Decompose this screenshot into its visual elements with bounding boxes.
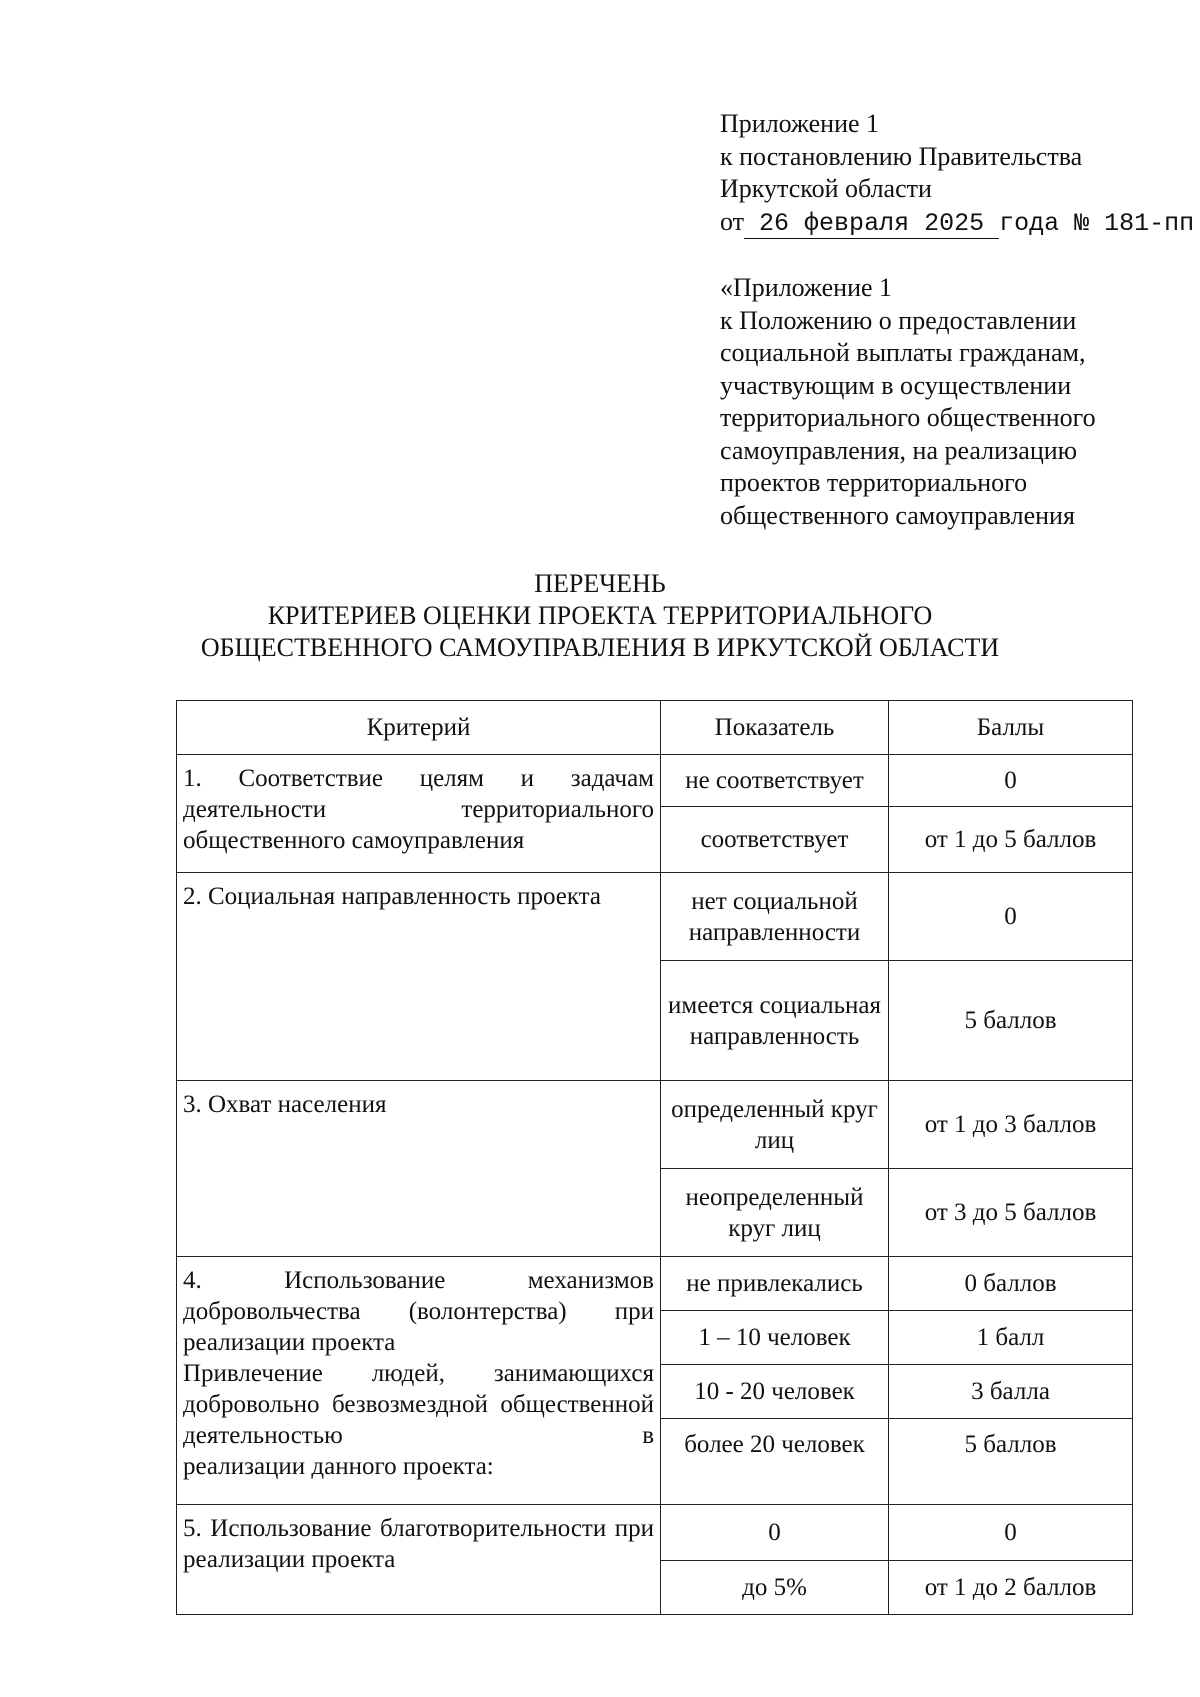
title-line: ПЕРЕЧЕНЬ xyxy=(534,569,666,598)
indicator-cell: имеется социальная направленность xyxy=(661,961,889,1081)
indicator-cell: нет социальной направленности xyxy=(661,873,889,961)
table-row xyxy=(177,1505,1133,1561)
appendix-region: Иркутской области xyxy=(720,174,932,203)
header-criterion: Критерий xyxy=(177,701,661,755)
criteria-table xyxy=(176,700,1133,1615)
regulation-line: общественного самоуправления xyxy=(720,500,1075,530)
points-cell: 0 xyxy=(889,1505,1133,1561)
table-row xyxy=(177,1081,1133,1169)
resolution-number: года № 181-пп xyxy=(999,208,1195,238)
indicator-cell: 0 xyxy=(661,1505,889,1561)
points-cell: 3 балла xyxy=(889,1365,1133,1419)
points-cell: 0 xyxy=(889,873,1133,961)
resolution-date: 26 февраля 2025 xyxy=(744,210,999,239)
table-row xyxy=(177,873,1133,961)
indicator-cell: неопределенный круг лиц xyxy=(661,1169,889,1257)
points-cell: от 3 до 5 баллов xyxy=(889,1169,1133,1257)
appendix-header-regulation xyxy=(720,272,1190,532)
appendix-label: Приложение 1 xyxy=(720,109,880,138)
criterion-cell: 4. Использование механизмов добровольчества (волонтерства) при реализации проекта Привлечение людей, занимающихся добровольно безвозмездной общественной деятельностью в реализации данного проекта: xyxy=(177,1257,661,1505)
regulation-line: «Приложение 1 xyxy=(720,273,893,302)
appendix-date-line xyxy=(720,206,1195,241)
indicator-cell: не привлекались xyxy=(661,1257,889,1311)
regulation-line: самоуправления, на реализацию xyxy=(720,435,1078,465)
indicator-cell: не соответствует xyxy=(661,755,889,807)
regulation-line: территориального общественного xyxy=(720,403,1096,432)
points-cell: от 1 до 5 баллов xyxy=(889,807,1133,873)
criterion-cell: 5. Использование благотворительности при реализации проекта xyxy=(177,1505,661,1615)
table-row xyxy=(177,1257,1133,1311)
indicator-cell: более 20 человек xyxy=(661,1419,889,1505)
points-cell: 0 баллов xyxy=(889,1257,1133,1311)
table-row xyxy=(177,755,1133,807)
indicator-cell: соответствует xyxy=(661,807,889,873)
document-title xyxy=(0,568,1200,664)
header-points: Баллы xyxy=(889,701,1133,755)
appendix-header xyxy=(720,108,1195,240)
indicator-cell: до 5% xyxy=(661,1561,889,1615)
criterion-cell: 3. Охват населения xyxy=(177,1081,661,1257)
regulation-line: к Положению о предоставлении xyxy=(720,305,1077,335)
criterion-cell: 1. Соответствие целям и задачам деятельности территориального общественного самоуправления xyxy=(177,755,661,873)
date-prefix: от xyxy=(720,206,745,236)
points-cell: от 1 до 3 баллов xyxy=(889,1081,1133,1169)
indicator-cell: 10 - 20 человек xyxy=(661,1365,889,1419)
points-cell: от 1 до 2 баллов xyxy=(889,1561,1133,1615)
points-cell: 1 балл xyxy=(889,1311,1133,1365)
points-cell: 5 баллов xyxy=(889,961,1133,1081)
criterion-cell: 2. Социальная направленность проекта xyxy=(177,873,661,1081)
table-header-row xyxy=(177,701,1133,755)
points-cell: 5 баллов xyxy=(889,1419,1133,1505)
title-line: ОБЩЕСТВЕННОГО САМОУПРАВЛЕНИЯ В ИРКУТСКОЙ ОБЛАСТИ xyxy=(200,633,1000,662)
regulation-line: участвующим в осуществлении xyxy=(720,370,1072,400)
indicator-cell: 1 – 10 человек xyxy=(661,1311,889,1365)
title-line: КРИТЕРИЕВ ОЦЕНКИ ПРОЕКТА ТЕРРИТОРИАЛЬНОГО xyxy=(267,601,933,630)
indicator-cell: определенный круг лиц xyxy=(661,1081,889,1169)
header-indicator: Показатель xyxy=(661,701,889,755)
points-cell: 0 xyxy=(889,755,1133,807)
regulation-line: проектов территориального xyxy=(720,468,1028,497)
appendix-resolution: к постановлению Правительства xyxy=(720,141,1083,171)
regulation-line: социальной выплаты гражданам, xyxy=(720,338,1086,367)
